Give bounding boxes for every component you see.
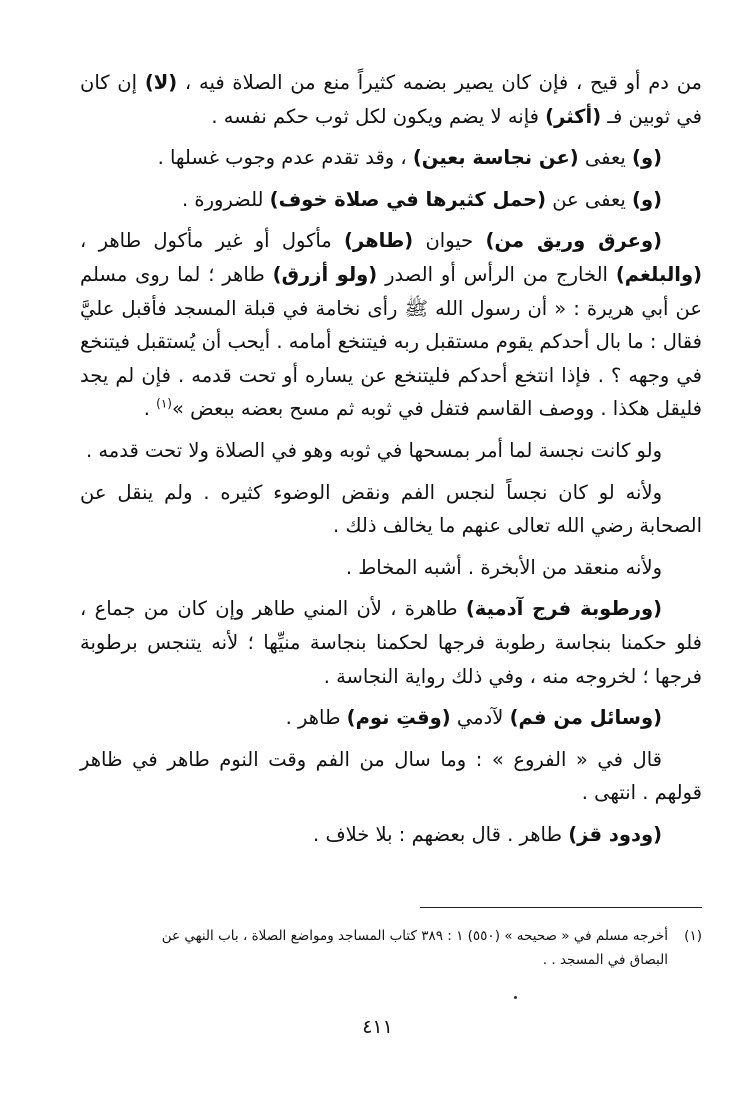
sharh-text: الخارج من الرأس أو الصدر [377, 262, 616, 286]
footnote-divider [420, 907, 702, 908]
footnote-text-1: أخرجه مسلم في « صحيحه » (٥٥٠) ١ : ٣٨٩ كتاب المساجد ومواضع الصلاة ، باب النهي عن [161, 928, 668, 944]
paragraph-5 [80, 434, 702, 468]
sharh-text: حيوان [413, 229, 486, 253]
sharh-text: ولأنه منعقد من الأبخرة . أشبه المخاط . [345, 555, 662, 579]
matn-term: (ودود قز) [568, 822, 662, 846]
footnote-line-1 [80, 924, 702, 948]
matn-term: (وسائل من فم) [509, 706, 662, 730]
sharh-text: طاهر ؛ لما روى مسلم عن أبي هريرة : « أن رسول الله ﷺ رأى نخامة في قبلة المسجد فأقبل عليَّ فقال : ما بال أحدكم يقوم مستقبل ربه فيتنخع أمامه . أيحب أن يُستقبل فيتنخع في وجهه ؟ . فإذا انتخع أحدكم فليتنخع عن يساره أو تحت قدمه . فإن لم يجد فليقل هكذا . ووصف القاسم فتفل في ثوبه ثم مسح بعضه ببعض » [80, 262, 702, 421]
footnote-number: (١) [684, 928, 702, 944]
paragraph-2 [80, 141, 702, 175]
matn-term: (حمل كثيرها في صلاة خوف) [269, 187, 547, 211]
matn-term: (و) [632, 187, 662, 211]
paragraph-4 [80, 224, 702, 426]
sharh-text: من دم أو قيح ، فإن كان يصير بضمه كثيراً منع من الصلاة فيه ، [177, 71, 703, 94]
matn-term: (عن نجاسة بعين) [412, 146, 579, 170]
footnote-ref: (١) [156, 396, 172, 411]
sharh-text: لآدمي [450, 706, 510, 730]
matn-term: (ولو أزرق) [272, 262, 378, 286]
paragraph-3 [80, 183, 702, 217]
paragraph-9 [80, 701, 702, 735]
paragraph-11 [80, 818, 702, 852]
stray-dot [514, 996, 517, 999]
paragraph-10 [80, 743, 702, 810]
matn-term: (و) [632, 146, 662, 170]
footnote [80, 924, 702, 972]
paragraph-1 [80, 66, 702, 133]
matn-term: (وعرق وريق من) [485, 229, 662, 253]
matn-term: (لا) [144, 71, 178, 94]
sharh-text: إن كان في ثوبين فـ [80, 71, 702, 128]
sharh-text: ولو كانت نجسة لما أمر بمسحها في ثوبه وهو في الصلاة ولا تحت قدمه . [85, 438, 662, 462]
matn-term: (ورطوبة فرج آدمية) [465, 597, 663, 621]
sharh-text: فإنه لا يضم ويكون لكل ثوب حكم نفسه . [211, 104, 546, 128]
sharh-text: مأكول أو غير مأكول طاهر ، [80, 229, 345, 253]
matn-term: (وقتِ نوم) [346, 706, 451, 730]
page-number: ٤١١ [362, 1016, 393, 1038]
sharh-text: طاهر . [285, 706, 347, 730]
sharh-text: للضرورة . [181, 187, 270, 211]
paragraph-8 [80, 592, 702, 693]
footnote-line-2: البصاق في المسجد . . [542, 952, 668, 968]
sharh-text: قال في « الفروع » : وما سال من الفم وقت النوم طاهر في ظاهر قولهم . انتهى . [80, 747, 702, 805]
sharh-text: يعفى عن [546, 187, 633, 211]
matn-term: (أكثر) [545, 104, 602, 128]
sharh-text: ، وقد تقدم عدم وجوب غسلها . [157, 146, 413, 170]
matn-term: (طاهر) [344, 229, 414, 253]
sharh-text: ولأنه لو كان نجساً لنجس الفم ونقض الوضوء كثيره . ولم ينقل عن الصحابة رضي الله تعالى عنهم ما يخالف ذلك . [80, 480, 702, 538]
matn-term: (والبلغم) [615, 262, 702, 286]
paragraph-6 [80, 476, 702, 543]
sharh-text: . [143, 397, 157, 421]
main-text [80, 66, 702, 859]
sharh-text: يعفى [578, 146, 633, 170]
sharh-text: طاهرة ، لأن المني طاهر وإن كان من جماع ، فلو حكمنا بنجاسة رطوبة فرجها لحكمنا بنجاسة منيِّها ؛ لأنه يتنجس برطوبة فرجها ؛ لخروجه منه ، وفي ذلك رواية النجاسة . [80, 597, 702, 688]
sharh-text: طاهر . قال بعضهم : بلا خلاف . [313, 822, 569, 846]
paragraph-7 [80, 551, 702, 585]
